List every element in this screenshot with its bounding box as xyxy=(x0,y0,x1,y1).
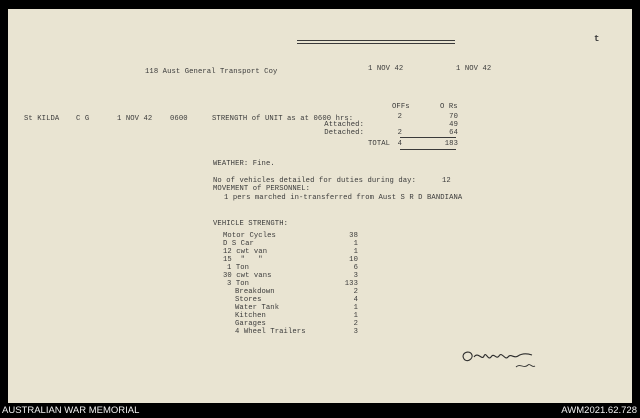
vehicle-name: Breakdown xyxy=(235,288,275,296)
vehicle-count: 2 xyxy=(353,320,358,328)
total-rule xyxy=(400,137,456,138)
vehicle-name: Garages xyxy=(235,320,266,328)
entry-time: 0600 xyxy=(170,115,188,123)
footer-credit: AUSTRALIAN WAR MEMORIAL xyxy=(2,405,140,416)
col-officers: OFFs xyxy=(392,103,410,111)
top-rule xyxy=(297,40,455,41)
vehicle-count: 6 xyxy=(353,264,358,272)
weather: WEATHER: Fine. xyxy=(213,160,275,168)
vehicle-name: 12 cwt van xyxy=(223,248,268,256)
vehicle-name: 1 Ton xyxy=(227,264,250,272)
movement-heading: MOVEMENT of PERSONNEL: xyxy=(213,185,311,193)
strength-heading: STRENGTH of UNIT as at 0600 hrs: xyxy=(212,115,354,123)
movement-text: 1 pers marched in-transferred from Aust S R D BANDIANA xyxy=(224,194,463,202)
total-label: TOTAL xyxy=(368,140,391,148)
header-date: 1 NOV 42 xyxy=(368,65,404,73)
vehicles-detailed-count: 12 xyxy=(442,177,451,185)
vehicle-count: 4 xyxy=(353,296,358,304)
entry-place: St KILDA xyxy=(24,115,60,123)
vehicle-count: 3 xyxy=(353,272,358,280)
strength-row-ors: 64 xyxy=(449,129,458,137)
vehicle-count: 3 xyxy=(353,328,358,336)
top-rule xyxy=(297,43,455,44)
vehicle-name: Motor Cycles xyxy=(223,232,276,240)
strength-row-offrs: 2 xyxy=(397,129,402,137)
vehicles-detailed: No of vehicles detailed for duties during day: xyxy=(213,177,417,185)
vehicle-count: 1 xyxy=(353,304,358,312)
vehicle-name: Water Tank xyxy=(235,304,280,312)
vehicle-name: 30 cwt vans xyxy=(223,272,272,280)
header-date-right: 1 NOV 42 xyxy=(456,65,492,73)
col-other-ranks: O Rs xyxy=(440,103,458,111)
vehicle-name: D S Car xyxy=(223,240,254,248)
strength-row-ors: 49 xyxy=(449,121,458,129)
vehicle-name: 3 Ton xyxy=(227,280,250,288)
footer-accession: AWM2021.62.728 xyxy=(561,405,637,416)
vehicle-name: Kitchen xyxy=(235,312,266,320)
unit-name: 118 Aust General Transport Coy xyxy=(145,68,278,76)
vehicle-count: 133 xyxy=(344,280,358,288)
total-ors: 183 xyxy=(444,140,458,148)
vehicle-name: 15 " " xyxy=(223,256,263,264)
vehicle-count: 1 xyxy=(353,248,358,256)
total-offrs: 4 xyxy=(397,140,402,148)
strength-row-offrs: 2 xyxy=(397,113,402,121)
vehicle-heading: VEHICLE STRENGTH: xyxy=(213,220,289,228)
entry-co: C G xyxy=(76,115,90,123)
vehicle-count: 10 xyxy=(349,256,358,264)
vehicle-name: 4 Wheel Trailers xyxy=(235,328,306,336)
vehicle-count: 38 xyxy=(349,232,358,240)
vehicle-count: 1 xyxy=(353,312,358,320)
vehicle-count: 2 xyxy=(353,288,358,296)
signature xyxy=(458,345,554,375)
strength-row-label: Attached: xyxy=(324,121,364,129)
document-page xyxy=(8,9,632,403)
total-rule xyxy=(400,149,456,150)
entry-date: 1 NOV 42 xyxy=(117,115,153,123)
corner-mark: t xyxy=(594,34,600,44)
strength-row-ors: 70 xyxy=(449,113,458,121)
vehicle-name: Stores xyxy=(235,296,262,304)
strength-row-label: Detached: xyxy=(324,129,364,137)
vehicle-count: 1 xyxy=(353,240,358,248)
